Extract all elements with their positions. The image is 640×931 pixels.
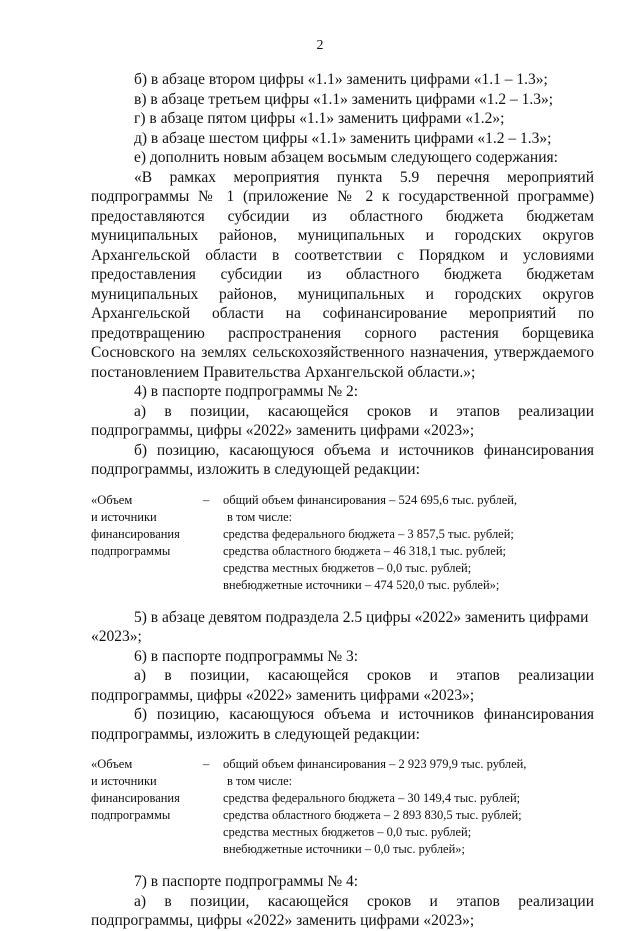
table1-value-line: средства областного бюджета – 46 318,1 тыс. рублей;	[223, 543, 506, 558]
table1-values	[223, 492, 594, 594]
table1-dash: –	[203, 492, 210, 507]
paragraph-e: е) дополнить новым абзацем восьмым следующего содержания:	[134, 149, 558, 166]
table1-value-line: средства федерального бюджета – 3 857,5 тыс. рублей;	[223, 526, 514, 541]
table2-label-line: и источники	[91, 774, 157, 788]
table1-label-line: подпрограммы	[91, 543, 171, 558]
item5: 5) в абзаце девятом подраздела 2.5 цифры «2022» заменить цифрами «2023»;	[91, 608, 589, 645]
quote-paragraph: «В рамках мероприятия пункта 5.9 перечня мероприятий подпрограммы № 1 (приложение № 2 к государственной программе) предоставляются субсидии из областного бюджета бюджетам муниципальных районов, муниципальных и городских округов Архангельской области в соответствии с Порядком и условиями предоставления субсидии из областного бюджета бюджетам муниципальных районов, муниципальных и городских округов Архангельской области на софинансирование мероприятий по предотвращению распространения сорного растения борщевика Сосновского на землях сельскохозяйственного назначения, утверждаемого постановлением Правительства Архангельской области.»;	[91, 168, 594, 381]
item7-heading: 7) в паспорте подпрограммы № 4:	[134, 873, 359, 890]
page-number: 2	[316, 38, 324, 53]
table2-value-line: средства федерального бюджета – 30 149,4 тыс. рублей;	[223, 791, 521, 805]
item4-b: б) позицию, касающуюся объема и источников финансирования подпрограммы, изложить в следующей редакции:	[91, 441, 594, 478]
table1-label-line: и источники	[91, 509, 157, 524]
table2-value-line: средства областного бюджета – 2 893 830,5 тыс. рублей;	[223, 808, 522, 822]
paragraph-v: в) в абзаце третьем цифры «1.1» заменить цифрами «1.2 – 1.3»;	[134, 90, 554, 108]
table1-value-line: общий объем финансирования – 524 695,6 тыс. рублей,	[223, 492, 518, 507]
document-body	[91, 70, 594, 931]
table1-value-line: средства местных бюджетов – 0,0 тыс. рублей;	[223, 560, 472, 575]
paragraph-d: д) в абзаце шестом цифры «1.1» заменить цифрами «1.2 – 1.3»;	[134, 129, 552, 147]
item4-heading: 4) в паспорте подпрограммы № 2:	[134, 383, 359, 400]
table2-dash: –	[203, 757, 210, 771]
financing-table-2	[91, 756, 594, 858]
item6-a: а) в позиции, касающейся сроков и этапов реализации подпрограммы, цифры «2022» заменить цифрами «2023»;	[91, 667, 594, 704]
item6-b: б) позицию, касающуюся объема и источников финансирования подпрограммы, изложить в следующей редакции:	[91, 706, 594, 743]
table1-label-line: «Объем	[91, 492, 133, 507]
table2-label-line: «Объем	[91, 757, 133, 771]
table2-value-line: общий объем финансирования – 2 923 979,9 тыс. рублей,	[223, 757, 527, 771]
table2-value-line: средства местных бюджетов – 0,0 тыс. рублей;	[223, 825, 472, 839]
item6-heading: 6) в паспорте подпрограммы № 3:	[134, 647, 359, 665]
item7-a: а) в позиции, касающейся сроков и этапов реализации подпрограммы, цифры «2022» заменить цифрами «2023»;	[91, 892, 594, 929]
table2-values	[223, 756, 594, 858]
table2-label	[91, 756, 203, 858]
financing-table-1	[91, 492, 594, 594]
table1-label	[91, 492, 203, 594]
table2-label-line: финансирования	[91, 791, 180, 805]
paragraph-g: г) в абзаце пятом цифры «1.1» заменить цифрами «1.2»;	[134, 110, 505, 127]
table2-value-line: в том числе:	[227, 774, 293, 788]
table1-label-line: финансирования	[91, 526, 180, 541]
item4-a: а) в позиции, касающейся сроков и этапов реализации подпрограммы, цифры «2022» заменить цифрами «2023»;	[91, 402, 594, 439]
table2-label-line: подпрограммы	[91, 808, 171, 822]
table2-value-line: внебюджетные источники – 0,0 тыс. рублей»;	[223, 842, 466, 856]
table1-value-line: в том числе:	[227, 509, 293, 524]
table1-value-line: внебюджетные источники – 474 520,0 тыс. рублей»;	[223, 577, 500, 592]
paragraph-b: б) в абзаце втором цифры «1.1» заменить цифрами «1.1 – 1.3»;	[134, 71, 548, 88]
